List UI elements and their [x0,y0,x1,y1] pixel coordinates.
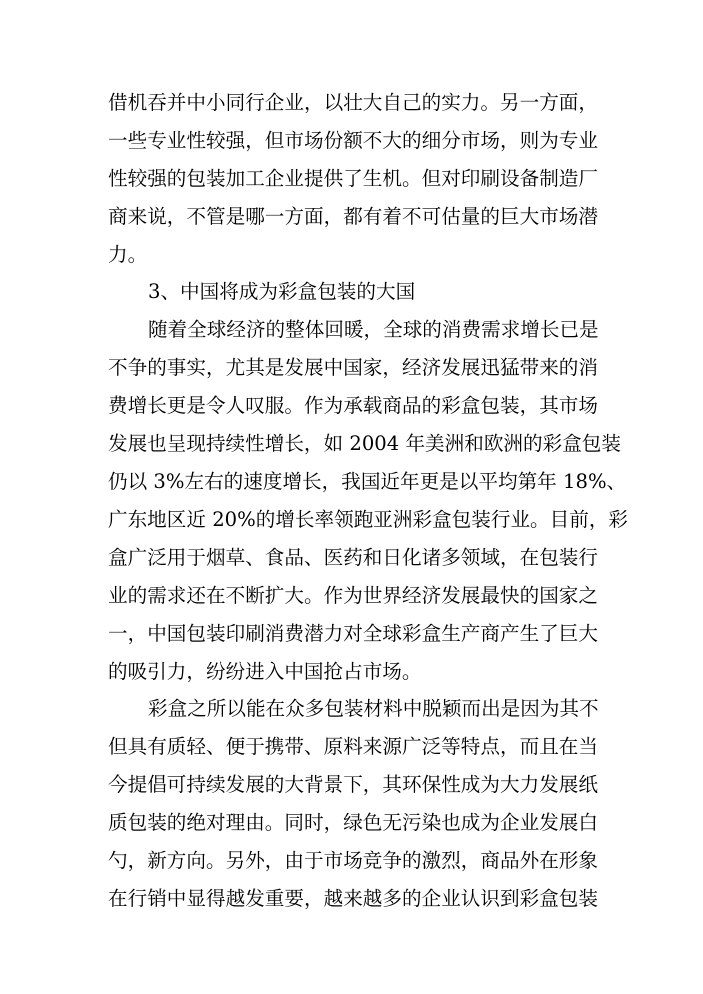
paragraph-3-line-1: 彩盒之所以能在众多包装材料中脱颖而出是因为其不 [148,697,599,720]
paragraph-2-line-9: 一，中国包装印刷消费潜力对全球彩盒生产商产生了巨大 [108,622,598,645]
paragraph-2-line-10: 的吸引力，纷纷进入中国抢占市场。 [108,660,422,683]
paragraph-3-line-5: 勺，新方向。另外，由于市场竞争的激烈，商品外在形象 [108,849,598,872]
paragraph-1-line-1: 借机吞并中小同行企业，以壮大自己的实力。另一方面， [108,91,598,114]
paragraph-2-line-7: 盒广泛用于烟草、食品、医药和日化诸多领域，在包装行 [108,546,598,569]
paragraph-1-line-2: 一些专业性较强，但市场份额不大的细分市场，则为专业 [108,129,598,152]
section-heading: 3、中国将成为彩盒包装的大国 [148,280,416,303]
paragraph-2-line-1: 随着全球经济的整体回暖，全球的消费需求增长已是 [148,318,599,341]
paragraph-3-line-2: 但具有质轻、便于携带、原料来源广泛等特点，而且在当 [108,735,598,758]
paragraph-3-line-4: 质包装的绝对理由。同时，绿色无污染也成为企业发展白 [108,811,598,834]
paragraph-1-line-3: 性较强的包装加工企业提供了生机。但对印刷设备制造厂 [108,167,598,190]
paragraph-3-line-3: 今提倡可持续发展的大背景下，其环保性成为大力发展纸 [108,773,598,796]
paragraph-2-line-5: 仍以 3%左右的速度增长，我国近年更是以平均第年 18%、 [108,470,627,493]
paragraph-1-line-5: 力。 [108,243,148,266]
paragraph-2-line-3: 费增长更是令人叹服。作为承载商品的彩盒包装，其市场 [108,394,598,417]
paragraph-2-line-4: 发展也呈现持续性增长，如 2004 年美洲和欧洲的彩盒包装 [108,432,621,455]
paragraph-3-line-6: 在行销中显得越发重要，越来越多的企业认识到彩盒包装 [108,887,598,910]
paragraph-2-line-2: 不争的事实，尤其是发展中国家，经济发展迅猛带来的消 [108,356,598,379]
paragraph-2-line-6: 广东地区近 20%的增长率领跑亚洲彩盒包装行业。目前，彩 [108,508,629,531]
paragraph-1-line-4: 商来说，不管是哪一方面，都有着不可估量的巨大市场潜 [108,205,598,228]
paragraph-2-line-8: 业的需求还在不断扩大。作为世界经济发展最快的国家之 [108,584,598,607]
